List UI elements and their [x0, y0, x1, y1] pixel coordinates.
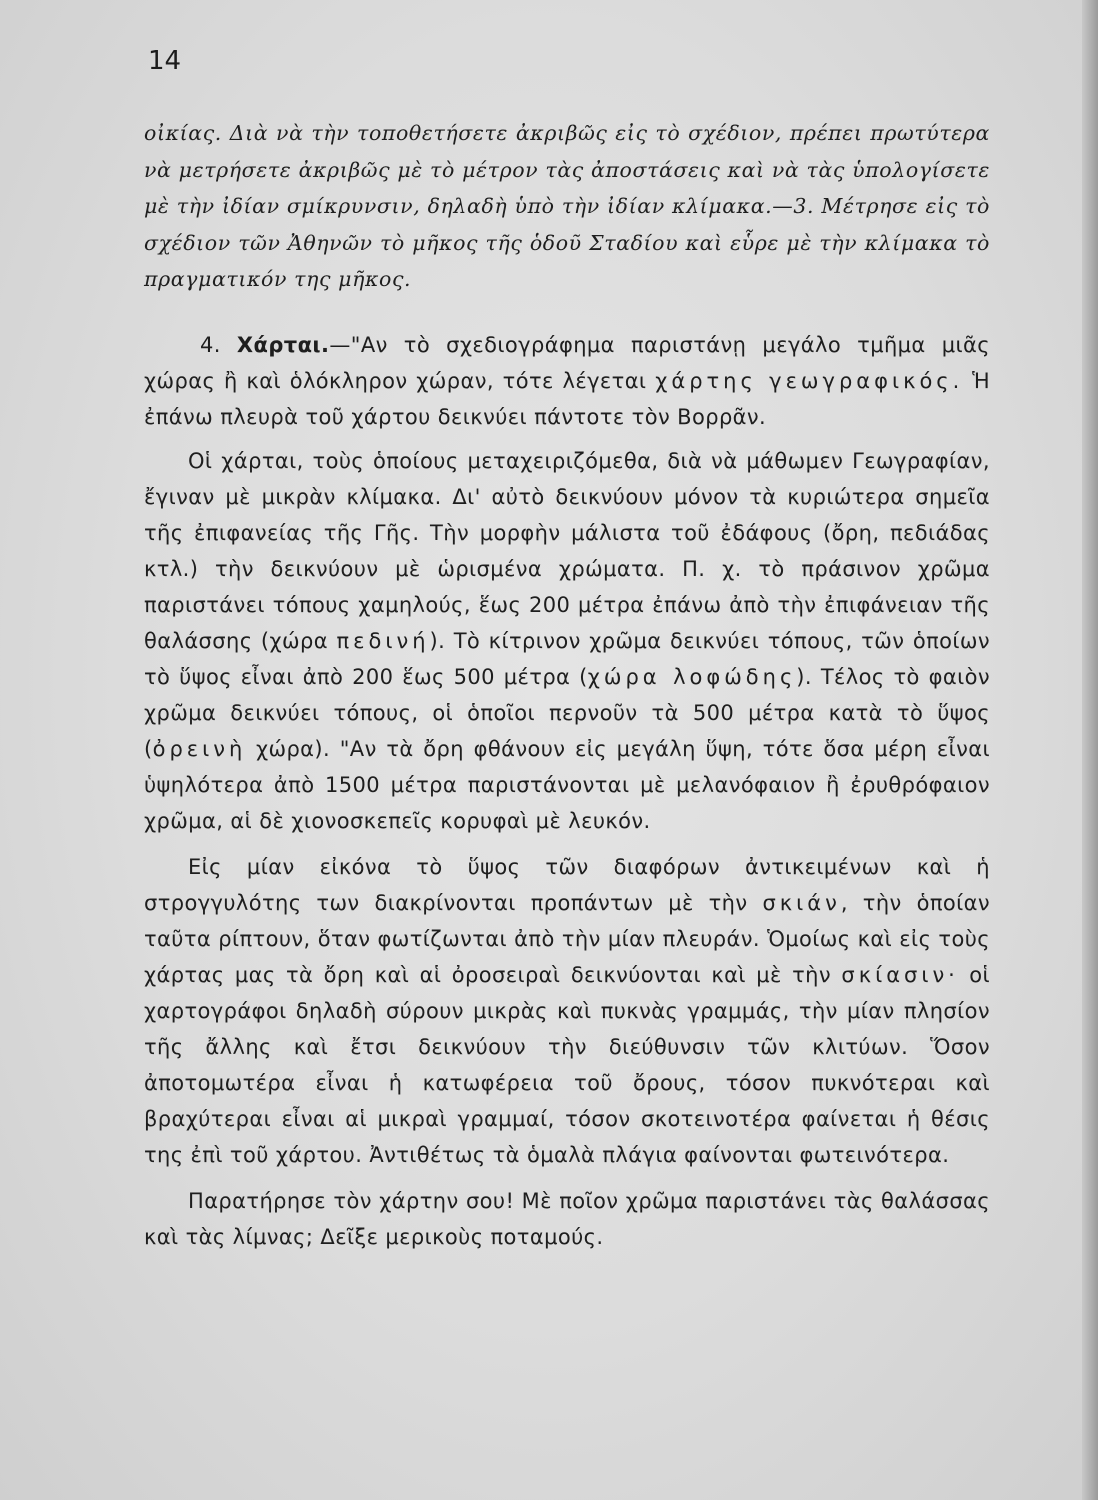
intro-paragraph: οἰκίας. Διὰ νὰ τὴν τοποθετήσετε ἀκριβῶς εἰς τὸ σχέδιον, πρέπει πρωτύτερα νὰ μετρήσετε ἀκριβῶς μὲ τὸ μέτρον τὰς ἀποστάσεις καὶ νὰ τὰς ὑπολογίσετε μὲ τὴν ἰδίαν σμίκρυνσιν, δηλαδὴ ὑπὸ τὴν ἰδίαν κλίμακα.—3. Μέτρησε εἰς τὸ σχέδιον τῶν Ἀθηνῶν τὸ μῆκος τῆς ὁδοῦ Σταδίου καὶ εὗρε μὲ τὴν κλίμακα τὸ πραγματικόν της μῆκος. — [144, 121, 990, 291]
section-paragraph-2 — [144, 443, 990, 839]
p3-term-1: σκιάν — [762, 891, 841, 915]
section-paragraph-4: Παρατήρησε τὸν χάρτην σου! Μὲ ποῖον χρῶμα παριστάνει τὰς θαλάσσας καὶ τὰς λίμνας; Δεῖξε μερικοὺς ποταμούς. — [144, 1189, 990, 1249]
p2-text-c: ). Τέλος τὸ φαιὸν χρῶμα δεικνύει τόπους, οἱ ὁποῖοι περνοῦν τὰ 500 μέτρα κατὰ τὸ ὕψος ( — [144, 665, 990, 761]
page-number: 14 — [148, 46, 182, 76]
p1-text-a: —"Αν τὸ σχεδιογράφημα παριστάνῃ μεγάλο τμῆμα μιᾶς χώρας ἢ καὶ ὁλόκληρον χώραν, τότε λέγεται — [144, 333, 990, 393]
p1-text-b: Ἡ ἐπάνω πλευρὰ τοῦ χάρτου δεικνύει πάντοτε τὸν Βορρᾶν. — [144, 369, 991, 429]
section-heading: Χάρται. — [236, 333, 330, 357]
p2-text-b: ). Τὸ κίτρινον χρῶμα δεικνύει τόπους, τῶν ὁποίων τὸ ὕψος εἶναι ἀπὸ 200 ἕως 500 μέτρα ( — [144, 629, 991, 689]
p3-text-c: οἱ χαρτογράφοι δηλαδὴ σύρουν μικρὰς καὶ πυκνὰς γραμμάς, τὴν μίαν πλησίον τῆς ἄλλης καὶ ἔτσι δεικνύουν τὴν διεύθυνσιν τῶν κλιτύων. Ὅσον ἀποτομωτέρα εἶναι ἡ κατωφέρεια τοῦ ὄρους, τόσον πυκνότεραι καὶ βραχύτεραι εἶναι αἱ μικραὶ γραμμαί, τόσον σκοτεινοτέρα φαίνεται ἡ θέσις της ἐπὶ τοῦ χάρτου. Ἀντιθέτως τὰ ὁμαλὰ πλάγια φαίνονται φωτεινότερα. — [144, 963, 991, 1167]
p2-term-2: χώρα λοφώδης — [587, 665, 797, 689]
p2-term-1: πεδινή — [336, 629, 430, 653]
p3-term-2: σκίασιν· — [841, 963, 959, 987]
section-number: 4. — [200, 333, 221, 357]
page-edge-shadow — [1082, 0, 1098, 1500]
section-body — [144, 327, 990, 1265]
section-paragraph-3 — [144, 849, 990, 1173]
p3-text-a: Εἰς μίαν εἰκόνα τὸ ὕψος τῶν διαφόρων ἀντικειμένων καὶ ἡ στρογγυλότης των διακρίνονται προπάντων μὲ τὴν — [144, 855, 990, 915]
p2-text-d: χώρα). "Αν τὰ ὄρη φθάνουν εἰς μεγάλη ὕψη, τότε ὅσα μέρη εἶναι ὑψηλότερα ἀπὸ 1500 μέτρα παριστάνονται μὲ μελανόφαιον ἢ ἐρυθρόφαιον χρῶμα, αἱ δὲ χιονοσκεπεῖς κορυφαὶ μὲ λευκόν. — [144, 737, 990, 833]
p1-term: χάρτης γεωγραφικός. — [655, 369, 964, 393]
p2-text-a: Οἱ χάρται, τοὺς ὁποίους μεταχειριζόμεθα, διὰ νὰ μάθωμεν Γεωγραφίαν, ἔγιναν μὲ μικρὰν κλίμακα. Δι' αὐτὸ δεικνύουν μόνον τὰ κυριώτερα σημεῖα τῆς ἐπιφανείας τῆς Γῆς. Τὴν μορφὴν μάλιστα τοῦ ἐδάφους (ὄρη, πεδιάδας κτλ.) τὴν δεικνύουν μὲ ὡρισμένα χρώματα. Π. χ. τὸ πράσινον χρῶμα παριστάνει τόπους χαμηλούς, ἕως 200 μέτρα ἐπάνω ἀπὸ τὴν ἐπιφάνειαν τῆς θαλάσσης (χώρα — [144, 449, 990, 653]
section-paragraph-1 — [144, 327, 990, 435]
p3-text-b: , τὴν ὁποίαν ταῦτα ρίπτουν, ὅταν φωτίζωνται ἀπὸ τὴν μίαν πλευράν. Ὁμοίως καὶ εἰς τοὺς χάρτας μας τὰ ὄρη καὶ αἱ ὀροσειραὶ δεικνύονται καὶ μὲ τὴν — [144, 891, 991, 987]
p2-term-3: ὀρεινὴ — [152, 737, 247, 761]
